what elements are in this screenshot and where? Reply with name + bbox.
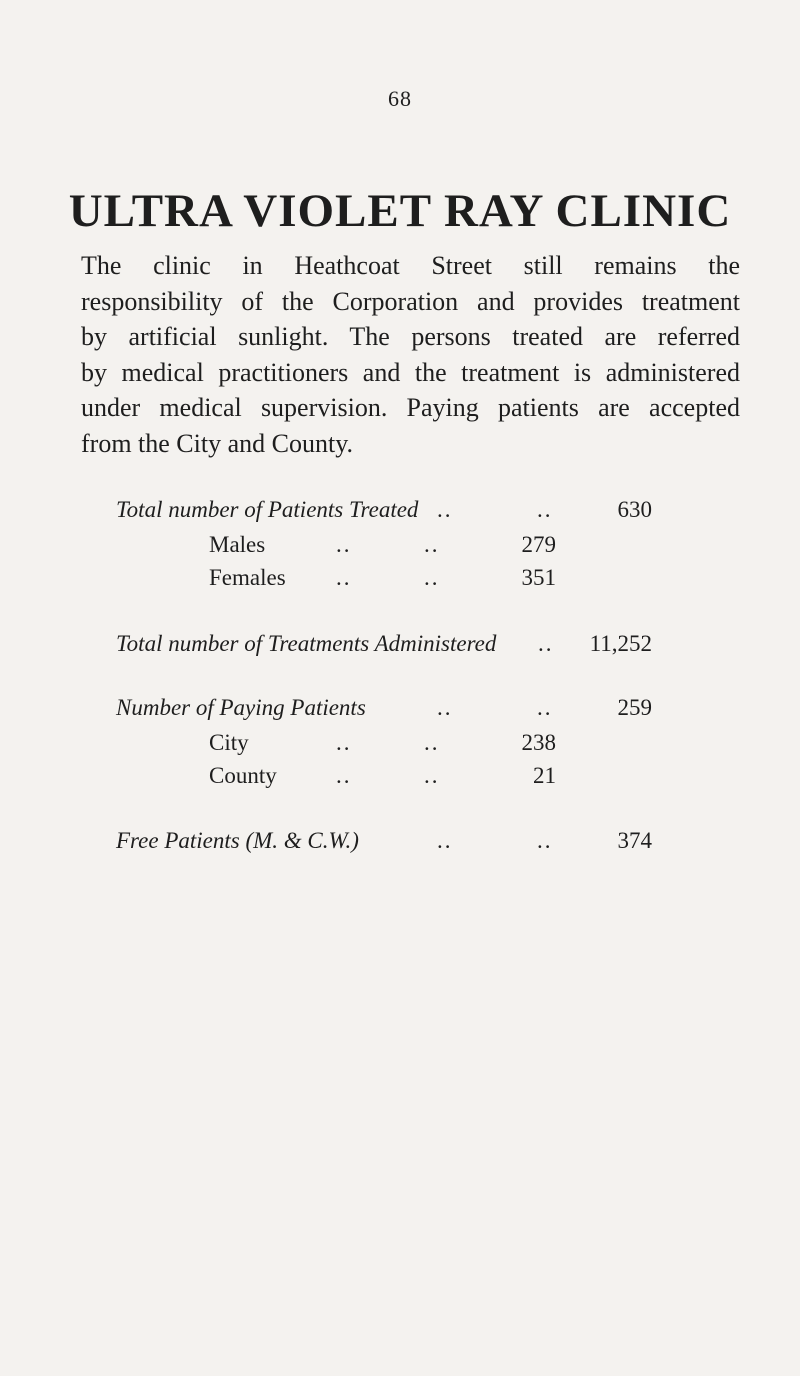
leader-dots: .. xyxy=(437,828,453,853)
leader-dots: .. xyxy=(538,631,554,656)
stat-value: 238 xyxy=(521,730,556,755)
leader-dots: .. xyxy=(437,497,453,522)
page-number: 68 xyxy=(388,86,412,111)
stat-value: 11,252 xyxy=(589,631,652,656)
leader-dots: .. xyxy=(537,497,553,522)
stat-label: Free Patients (M. & C.W.) xyxy=(116,828,359,853)
stat-row-paying-patients xyxy=(0,693,800,723)
stat-value: 630 xyxy=(617,497,652,522)
leader-dots: .. xyxy=(437,695,453,720)
stat-label: Females xyxy=(209,565,286,590)
stat-value: 279 xyxy=(521,532,556,557)
stat-row-county xyxy=(0,761,800,791)
stat-value: 374 xyxy=(617,828,652,853)
stat-label: Total number of Patients Treated xyxy=(116,497,419,522)
leader-dots: .. xyxy=(424,565,440,590)
stat-value: 259 xyxy=(617,695,652,720)
leader-dots: .. xyxy=(336,763,352,788)
paragraph-line: by artificial sunlight. The persons treated are referred xyxy=(81,322,740,351)
paragraph-line: from the City and County. xyxy=(81,428,354,458)
page-title: ULTRA VIOLET RAY CLINIC xyxy=(68,185,732,237)
leader-dots: .. xyxy=(537,695,553,720)
stat-row-total-patients xyxy=(0,495,800,525)
stat-row-females xyxy=(0,563,800,593)
stat-label: Total number of Treatments Administered xyxy=(116,631,497,656)
body-paragraph xyxy=(81,248,740,461)
stat-label: City xyxy=(209,730,249,755)
stat-label: County xyxy=(209,763,277,788)
leader-dots: .. xyxy=(424,730,440,755)
stat-row-total-treatments xyxy=(0,629,800,659)
stat-row-free-patients xyxy=(0,826,800,856)
paragraph-line: The clinic in Heathcoat Street still remains the xyxy=(81,251,740,280)
leader-dots: .. xyxy=(424,763,440,788)
paragraph-line: by medical practitioners and the treatment is administered xyxy=(81,357,740,387)
stat-value: 351 xyxy=(521,565,556,590)
stat-value: 21 xyxy=(533,763,556,788)
paragraph-line: responsibility of the Corporation and provides treatment xyxy=(81,286,740,316)
stat-row-males xyxy=(0,530,800,560)
stat-label: Males xyxy=(209,532,266,557)
leader-dots: .. xyxy=(336,730,352,755)
paragraph-line: under medical supervision. Paying patients are accepted xyxy=(81,393,740,422)
stat-row-city xyxy=(0,728,800,758)
leader-dots: .. xyxy=(336,532,352,557)
leader-dots: .. xyxy=(537,828,553,853)
stat-label: Number of Paying Patients xyxy=(116,695,366,720)
leader-dots: .. xyxy=(336,565,352,590)
leader-dots: .. xyxy=(424,532,440,557)
